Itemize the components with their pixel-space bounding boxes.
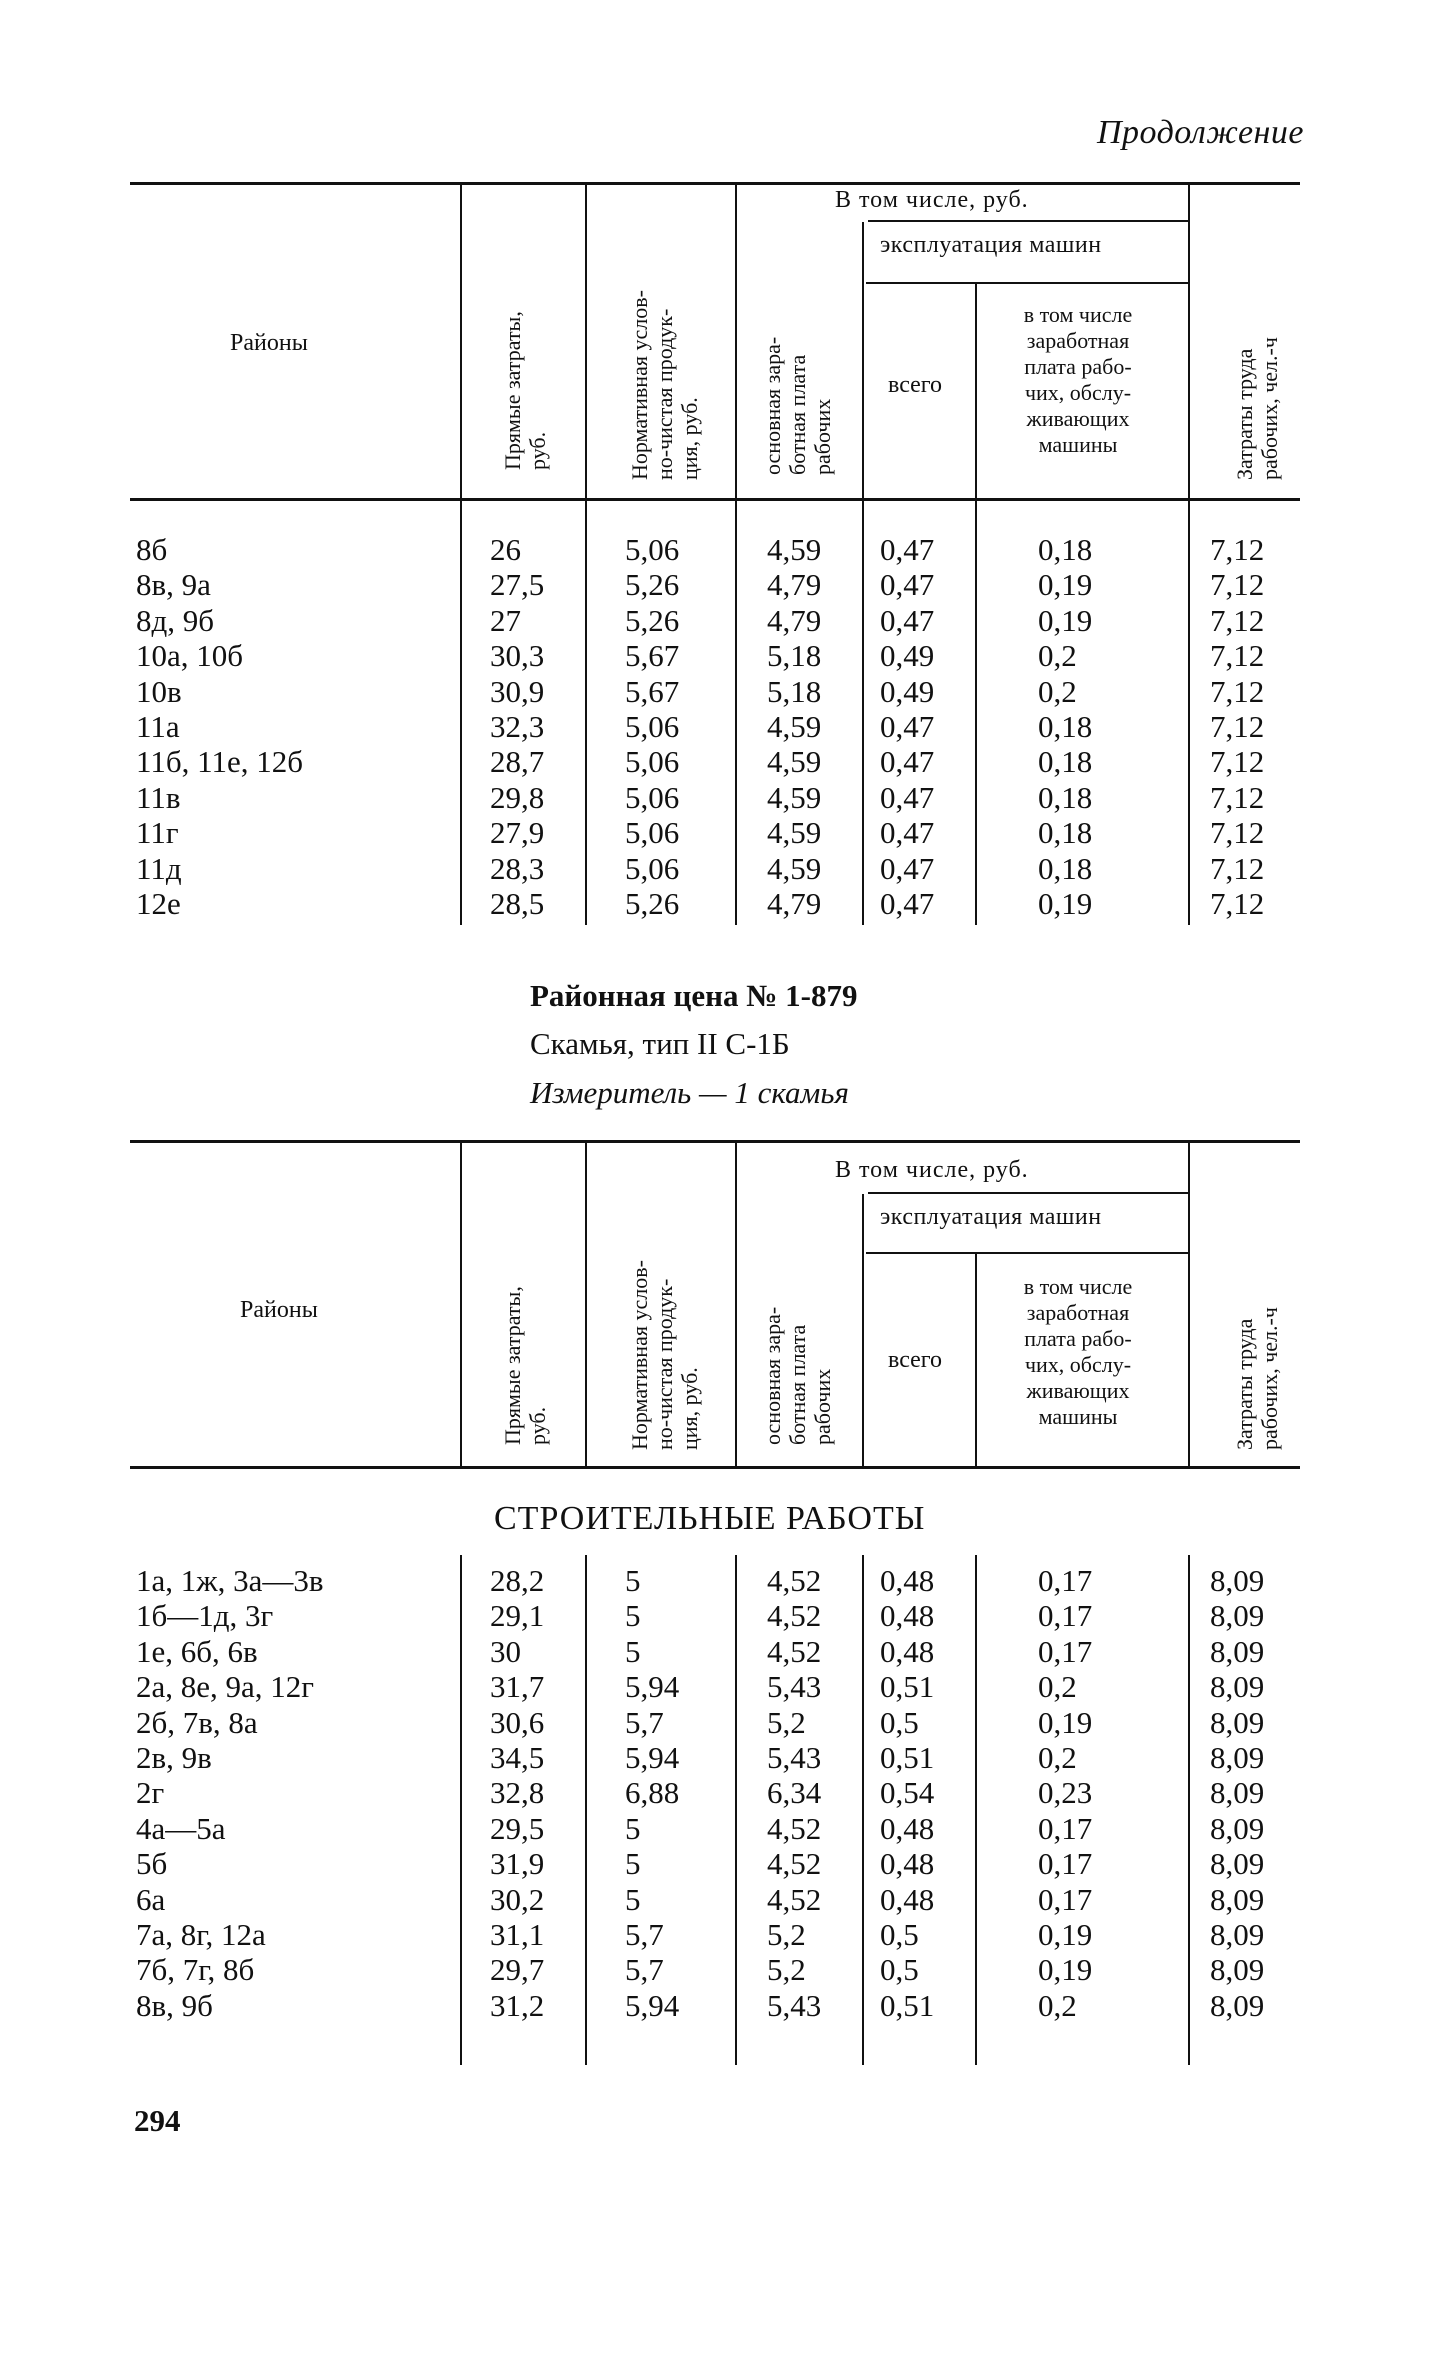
cell-labor: 7,12 (1210, 673, 1265, 709)
header-incl-wage: в том числе заработная плата рабо- чих, обслу- живающих машины (1023, 302, 1133, 457)
cell-incl: 0,17 (1038, 1598, 1093, 1634)
cell-direct: 30,3 (490, 638, 545, 674)
cell-total: 0,48 (880, 1810, 935, 1846)
cell-direct: 28,7 (490, 744, 545, 780)
header-regions-2: Районы (240, 1297, 318, 1323)
cell-wage: 4,59 (767, 532, 822, 567)
cell-incl: 0,23 (1038, 1775, 1093, 1811)
cell-incl: 0,2 (1038, 638, 1077, 674)
cell-region: 2б, 7в, 8а (136, 1704, 258, 1740)
cell-wage: 4,59 (767, 850, 822, 886)
header-labor-2: Затраты труда рабочих, чел.-ч (1232, 1307, 1282, 1450)
column-rule (735, 1555, 737, 2065)
cell-wage: 4,79 (767, 602, 822, 638)
cell-labor: 7,12 (1210, 709, 1265, 744)
cell-norm: 5,06 (625, 815, 680, 851)
header-base-wage-2: основная зара- ботная плата рабочих (760, 1306, 835, 1445)
table-1-top-rule (130, 182, 1300, 185)
cell-norm: 5,26 (625, 602, 680, 638)
column-rule (1188, 1140, 1190, 1466)
cell-direct: 30 (490, 1633, 521, 1669)
cell-incl: 0,17 (1038, 1563, 1093, 1598)
cell-total: 0,49 (880, 673, 935, 709)
column-rule (975, 500, 977, 925)
header-total: всего (888, 372, 943, 398)
cell-wage: 5,2 (767, 1952, 806, 1988)
column-rule (1188, 1555, 1190, 2065)
cell-direct: 31,7 (490, 1669, 545, 1705)
cell-wage: 5,2 (767, 1917, 806, 1952)
cell-wage: 4,52 (767, 1881, 822, 1917)
cell-labor: 8,09 (1210, 1810, 1265, 1846)
cell-wage: 6,34 (767, 1775, 822, 1811)
cell-incl: 0,17 (1038, 1846, 1093, 1882)
cell-norm: 5,94 (625, 1987, 680, 2023)
cell-direct: 34,5 (490, 1740, 545, 1775)
cell-norm: 5 (625, 1633, 641, 1669)
cell-total: 0,47 (880, 709, 935, 744)
column-rule (735, 182, 737, 498)
cell-total: 0,48 (880, 1633, 935, 1669)
cell-wage: 5,43 (767, 1987, 822, 2023)
cell-labor: 8,09 (1210, 1740, 1265, 1775)
cell-total: 0,47 (880, 779, 935, 815)
cell-total: 0,48 (880, 1598, 935, 1634)
column-rule (460, 1140, 462, 1466)
cell-total: 0,47 (880, 850, 935, 886)
column-rule (862, 1555, 864, 2065)
cell-direct: 28,2 (490, 1563, 545, 1598)
cell-wage: 4,59 (767, 779, 822, 815)
cell-total: 0,47 (880, 602, 935, 638)
header-normative-net: Нормативная услов- но-чистая продук- ция, руб. (627, 290, 702, 480)
cell-wage: 5,2 (767, 1704, 806, 1740)
column-rule (735, 500, 737, 925)
cell-incl: 0,19 (1038, 602, 1093, 638)
cell-region: 7б, 7г, 8б (136, 1952, 255, 1988)
cell-incl: 0,19 (1038, 1704, 1093, 1740)
cell-region: 1б—1д, 3г (136, 1598, 274, 1634)
cell-labor: 7,12 (1210, 744, 1265, 780)
cell-region: 12е (136, 886, 181, 921)
column-rule (1188, 182, 1190, 498)
cell-total: 0,48 (880, 1563, 935, 1598)
cell-labor: 7,12 (1210, 567, 1265, 603)
cell-total: 0,48 (880, 1881, 935, 1917)
table-2-top-rule (130, 1140, 1300, 1143)
cell-norm: 5 (625, 1598, 641, 1634)
cell-labor: 8,09 (1210, 1669, 1265, 1705)
cell-total: 0,47 (880, 532, 935, 567)
cell-total: 0,48 (880, 1846, 935, 1882)
cell-incl: 0,2 (1038, 673, 1077, 709)
cell-region: 2а, 8е, 9а, 12г (136, 1669, 314, 1705)
cell-region: 6а (136, 1881, 166, 1917)
cell-incl: 0,19 (1038, 1917, 1093, 1952)
cell-labor: 7,12 (1210, 532, 1265, 567)
column-rule (975, 284, 977, 498)
header-base-wage: основная зара- ботная плата рабочих (760, 336, 835, 475)
cell-direct: 31,2 (490, 1987, 545, 2023)
cell-region: 11д (136, 850, 182, 886)
cell-incl: 0,17 (1038, 1881, 1093, 1917)
cell-direct: 27 (490, 602, 521, 638)
table-2-including-rule (868, 1192, 1188, 1194)
cell-direct: 27,9 (490, 815, 545, 851)
cell-norm: 5 (625, 1881, 641, 1917)
cell-region: 10а, 10б (136, 638, 244, 674)
cell-norm: 5,06 (625, 744, 680, 780)
cell-direct: 28,5 (490, 886, 545, 921)
column-rule (585, 1555, 587, 2065)
cell-incl: 0,19 (1038, 886, 1093, 921)
cell-labor: 8,09 (1210, 1846, 1265, 1882)
header-direct-costs: Прямые затраты, руб. (500, 311, 550, 470)
cell-direct: 28,3 (490, 850, 545, 886)
cell-region: 1е, 6б, 6в (136, 1633, 258, 1669)
cell-wage: 4,59 (767, 744, 822, 780)
cell-region: 2в, 9в (136, 1740, 212, 1775)
cell-wage: 5,18 (767, 638, 822, 674)
cell-total: 0,47 (880, 886, 935, 921)
cell-norm: 5,06 (625, 532, 680, 567)
column-rule (585, 182, 587, 498)
cell-incl: 0,18 (1038, 532, 1093, 567)
header-total-2: всего (888, 1347, 943, 1373)
cell-direct: 30,2 (490, 1881, 545, 1917)
cell-direct: 26 (490, 532, 521, 567)
cell-labor: 8,09 (1210, 1704, 1265, 1740)
header-including: В том числе, руб. (835, 187, 1029, 213)
cell-region: 1а, 1ж, 3а—3в (136, 1563, 324, 1598)
header-including-2: В том числе, руб. (835, 1157, 1029, 1183)
cell-total: 0,5 (880, 1704, 919, 1740)
cell-direct: 32,8 (490, 1775, 545, 1811)
cell-norm: 5,06 (625, 709, 680, 744)
column-rule (460, 182, 462, 498)
cell-wage: 4,52 (767, 1846, 822, 1882)
cell-direct: 31,1 (490, 1917, 545, 1952)
cell-incl: 0,19 (1038, 1952, 1093, 1988)
cell-labor: 7,12 (1210, 815, 1265, 851)
column-rule (975, 1555, 977, 2065)
cell-wage: 5,43 (767, 1740, 822, 1775)
cell-direct: 29,7 (490, 1952, 545, 1988)
price-title: Районная цена № 1-879 (530, 978, 858, 1013)
cell-labor: 8,09 (1210, 1917, 1265, 1952)
cell-norm: 5 (625, 1810, 641, 1846)
cell-direct: 31,9 (490, 1846, 545, 1882)
cell-region: 8в, 9а (136, 567, 211, 603)
cell-wage: 4,52 (767, 1633, 822, 1669)
column-rule (975, 1254, 977, 1466)
cell-total: 0,54 (880, 1775, 935, 1811)
cell-incl: 0,2 (1038, 1669, 1077, 1705)
cell-labor: 7,12 (1210, 886, 1265, 921)
cell-norm: 5,7 (625, 1704, 664, 1740)
cell-norm: 5 (625, 1563, 641, 1598)
cell-region: 11а (136, 709, 180, 744)
cell-total: 0,5 (880, 1952, 919, 1988)
cell-region: 5б (136, 1846, 168, 1882)
cell-labor: 7,12 (1210, 638, 1265, 674)
cell-total: 0,47 (880, 815, 935, 851)
cell-incl: 0,18 (1038, 815, 1093, 851)
price-subtitle: Скамья, тип II С-1Б (530, 1026, 790, 1061)
cell-wage: 4,59 (767, 815, 822, 851)
column-rule (585, 1140, 587, 1466)
cell-norm: 5,7 (625, 1917, 664, 1952)
section-title: СТРОИТЕЛЬНЫЕ РАБОТЫ (494, 1500, 926, 1537)
column-rule (862, 1194, 864, 1466)
table-1-machines-rule (866, 282, 1188, 284)
cell-labor: 8,09 (1210, 1952, 1265, 1988)
cell-norm: 5,06 (625, 779, 680, 815)
cell-region: 11г (136, 815, 179, 851)
cell-direct: 29,5 (490, 1810, 545, 1846)
cell-labor: 8,09 (1210, 1563, 1265, 1598)
cell-wage: 4,52 (767, 1563, 822, 1598)
cell-incl: 0,17 (1038, 1810, 1093, 1846)
cell-total: 0,51 (880, 1987, 935, 2023)
cell-norm: 5 (625, 1846, 641, 1882)
cell-norm: 6,88 (625, 1775, 680, 1811)
continued-label: Продолжение (1096, 114, 1304, 151)
cell-direct: 32,3 (490, 709, 545, 744)
cell-labor: 7,12 (1210, 602, 1265, 638)
cell-labor: 7,12 (1210, 850, 1265, 886)
cell-direct: 30,6 (490, 1704, 545, 1740)
header-regions: Районы (230, 330, 308, 356)
cell-labor: 8,09 (1210, 1633, 1265, 1669)
cell-region: 11в (136, 779, 181, 815)
cell-labor: 8,09 (1210, 1598, 1265, 1634)
cell-wage: 4,52 (767, 1598, 822, 1634)
cell-norm: 5,06 (625, 850, 680, 886)
cell-wage: 4,79 (767, 567, 822, 603)
cell-region: 7а, 8г, 12а (136, 1917, 266, 1952)
page-number: 294 (134, 2103, 181, 2138)
table-2-header-rule (130, 1466, 1300, 1469)
cell-incl: 0,17 (1038, 1633, 1093, 1669)
column-rule (460, 500, 462, 925)
header-normative-net-2: Нормативная услов- но-чистая продук- ция, руб. (627, 1260, 702, 1450)
cell-total: 0,47 (880, 744, 935, 780)
header-machine-operation: эксплуатация машин (880, 232, 1102, 258)
column-rule (862, 222, 864, 498)
cell-wage: 5,43 (767, 1669, 822, 1705)
column-rule (735, 1140, 737, 1466)
cell-incl: 0,18 (1038, 744, 1093, 780)
cell-norm: 5,7 (625, 1952, 664, 1988)
cell-region: 8в, 9б (136, 1987, 213, 2023)
cell-incl: 0,2 (1038, 1987, 1077, 2023)
cell-region: 8б (136, 532, 168, 567)
column-rule (862, 500, 864, 925)
cell-wage: 4,52 (767, 1810, 822, 1846)
cell-region: 8д, 9б (136, 602, 215, 638)
cell-norm: 5,26 (625, 886, 680, 921)
cell-norm: 5,94 (625, 1740, 680, 1775)
cell-norm: 5,67 (625, 673, 680, 709)
cell-incl: 0,18 (1038, 709, 1093, 744)
cell-region: 11б, 11е, 12б (136, 744, 304, 780)
cell-wage: 4,59 (767, 709, 822, 744)
cell-total: 0,5 (880, 1917, 919, 1952)
table-1-header-rule (130, 498, 1300, 501)
cell-region: 10в (136, 673, 182, 709)
price-measure: Измеритель — 1 скамья (530, 1075, 849, 1110)
cell-region: 4а—5а (136, 1810, 226, 1846)
cell-direct: 29,1 (490, 1598, 545, 1634)
cell-labor: 8,09 (1210, 1987, 1265, 2023)
cell-direct: 29,8 (490, 779, 545, 815)
cell-total: 0,49 (880, 638, 935, 674)
cell-total: 0,51 (880, 1669, 935, 1705)
cell-incl: 0,19 (1038, 567, 1093, 603)
cell-total: 0,47 (880, 567, 935, 603)
cell-labor: 7,12 (1210, 779, 1265, 815)
cell-total: 0,51 (880, 1740, 935, 1775)
cell-norm: 5,94 (625, 1669, 680, 1705)
cell-wage: 4,79 (767, 886, 822, 921)
cell-incl: 0,18 (1038, 850, 1093, 886)
header-machine-operation-2: эксплуатация машин (880, 1204, 1102, 1230)
column-rule (1188, 500, 1190, 925)
cell-labor: 8,09 (1210, 1775, 1265, 1811)
table-2-machines-rule (866, 1252, 1188, 1254)
cell-labor: 8,09 (1210, 1881, 1265, 1917)
header-labor: Затраты труда рабочих, чел.-ч (1232, 337, 1282, 480)
cell-direct: 27,5 (490, 567, 545, 603)
column-rule (460, 1555, 462, 2065)
column-rule (585, 500, 587, 925)
header-direct-costs-2: Прямые затраты, руб. (500, 1286, 550, 1445)
cell-norm: 5,67 (625, 638, 680, 674)
cell-incl: 0,2 (1038, 1740, 1077, 1775)
cell-direct: 30,9 (490, 673, 545, 709)
cell-incl: 0,18 (1038, 779, 1093, 815)
cell-wage: 5,18 (767, 673, 822, 709)
cell-norm: 5,26 (625, 567, 680, 603)
table-1-including-rule (868, 220, 1188, 222)
cell-region: 2г (136, 1775, 165, 1811)
header-incl-wage-2: в том числе заработная плата рабо- чих, обслу- живающих машины (1023, 1274, 1133, 1429)
